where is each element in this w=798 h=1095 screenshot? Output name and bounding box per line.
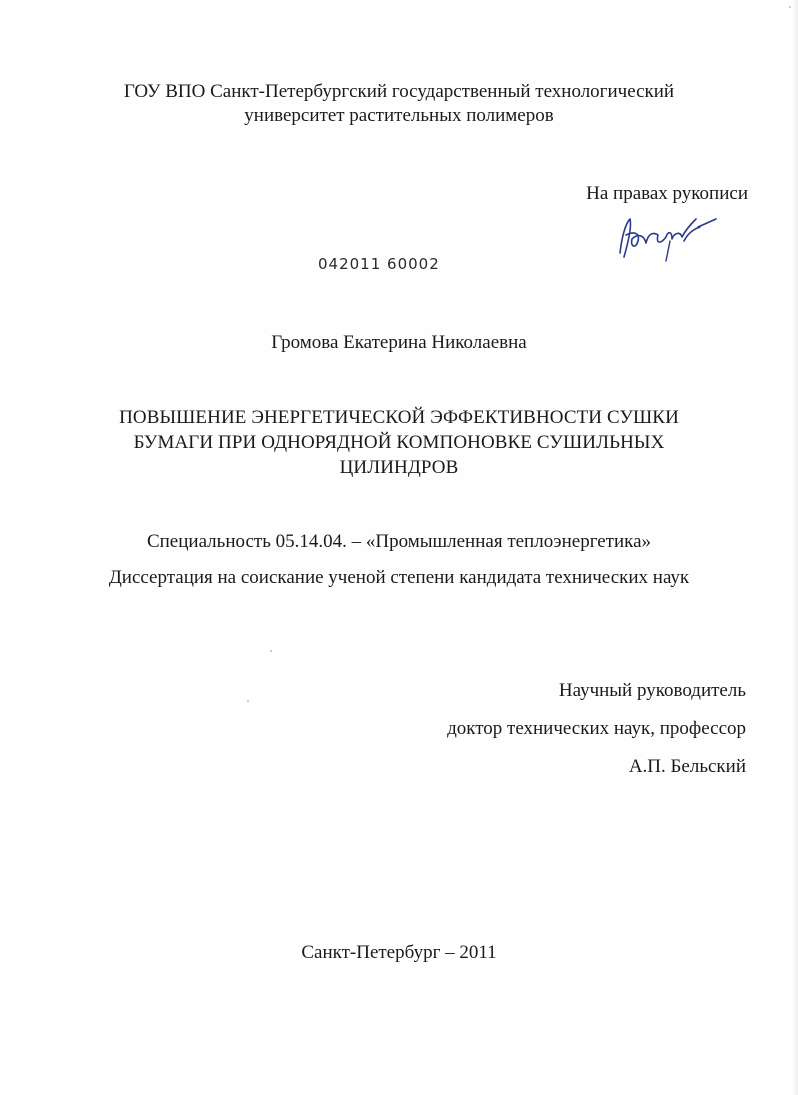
scan-speck: [247, 700, 249, 702]
registration-code: 042011 60002: [318, 255, 440, 273]
degree-line: Диссертация на соискание ученой степени кандидата технических наук: [108, 567, 690, 588]
supervisor-name: А.П. Бельский: [628, 756, 746, 777]
title-line-3: ЦИЛИНДРОВ: [339, 457, 459, 478]
author-name: Громова Екатерина Николаевна: [271, 332, 527, 353]
institution-line-1: ГОУ ВПО Санкт-Петербургский государственный технологический: [123, 81, 675, 102]
supervisor-label: Научный руководитель: [558, 680, 746, 701]
supervisor-rank: доктор технических наук, профессор: [447, 718, 746, 739]
scan-speck: [789, 6, 791, 8]
scan-speck: [270, 650, 272, 652]
handwritten-signature: [612, 205, 722, 265]
title-line-2: БУМАГИ ПРИ ОДНОРЯДНОЙ КОМПОНОВКЕ СУШИЛЬНЫХ: [133, 432, 665, 453]
institution-line-2: университет растительных полимеров: [244, 105, 554, 126]
specialty-line: Специальность 05.14.04. – «Промышленная теплоэнергетика»: [146, 531, 652, 552]
manuscript-note: На правах рукописи: [586, 183, 748, 204]
title-line-1: ПОВЫШЕНИЕ ЭНЕРГЕТИЧЕСКОЙ ЭФФЕКТИВНОСТИ СУШКИ: [119, 407, 679, 428]
city-year-footer: Санкт-Петербург – 2011: [301, 942, 497, 963]
